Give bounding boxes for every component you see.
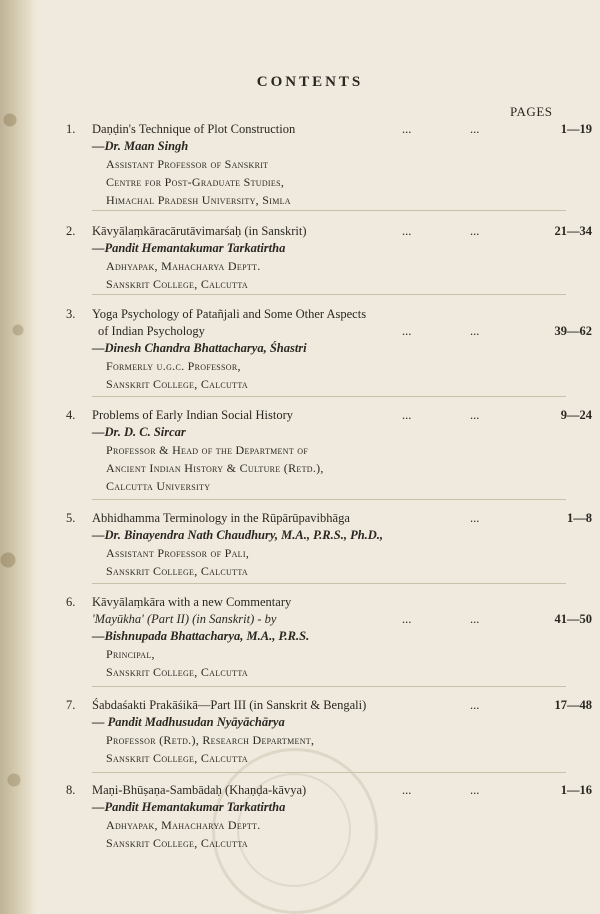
page-title: CONTENTS: [256, 74, 364, 90]
entry-pages: 9—24: [560, 408, 592, 422]
entry-author: —Bishnupada Bhattacharya, M.A., P.R.S.: [92, 629, 310, 643]
entry-author: —Pandit Hemantakumar Tarkatirtha: [92, 800, 286, 814]
entry-author: —Dinesh Chandra Bhattacharya, Śhastri: [92, 341, 307, 355]
entry-title-line: [92, 407, 592, 424]
entry-number: 3.: [66, 307, 76, 321]
entry-affiliation: Ancient Indian History & Culture (Retd.),: [106, 461, 324, 475]
entry-pages: 17—48: [554, 698, 592, 712]
contents-entry: [66, 121, 592, 209]
contents-entry: [66, 223, 592, 293]
entry-pages: 21—34: [554, 224, 592, 238]
entry-affiliation: Formerly u.g.c. Professor,: [106, 359, 241, 373]
entry-title: 'Mayūkha' (Part II) (in Sanskrit) - by: [92, 612, 277, 626]
entry-number: 5.: [66, 511, 76, 525]
entry-affiliation: Assistant Professor of Pali,: [106, 546, 250, 560]
entry-author: —Dr. Binayendra Nath Chaudhury, M.A., P.R.S., Ph.D.,: [92, 528, 384, 542]
leader-dots: ...: [470, 324, 480, 338]
entry-number: 6.: [66, 595, 76, 609]
entry-title-line: [92, 697, 592, 714]
contents-entry: [66, 782, 592, 852]
entry-affiliation: Calcutta University: [106, 479, 211, 493]
entry-affiliation: Assistant Professor of Sanskrit: [106, 157, 269, 171]
entry-author: —Pandit Hemantakumar Tarkatirtha: [92, 241, 286, 255]
contents-entry: [66, 510, 592, 580]
entry-pages: 39—62: [554, 324, 592, 338]
entry-pages: 1—8: [567, 511, 592, 525]
entry-affiliation: Adhyapak, Mahacharya Deptt.: [106, 818, 261, 832]
leader-dots: ...: [470, 122, 480, 136]
entry-title-line: [92, 510, 592, 527]
entry-title-line: [92, 594, 566, 611]
entry-title-line: [92, 306, 566, 323]
entry-author: — Pandit Madhusudan Nyāyāchārya: [92, 715, 285, 729]
entry-title: Kāvyālaṃkāra with a new Commentary: [92, 595, 292, 609]
divider: [92, 686, 566, 687]
entry-affiliation: Sanskrit College, Calcutta: [106, 277, 248, 291]
entry-affiliation: Professor (Retd.), Research Department,: [106, 733, 315, 747]
leader-dots: ...: [470, 612, 480, 626]
entry-title-line: [92, 223, 592, 240]
divider: [92, 499, 566, 500]
entry-affiliation: Sanskrit College, Calcutta: [106, 665, 248, 679]
entry-number: 8.: [66, 783, 76, 797]
pages-column-header: PAGES: [510, 104, 553, 119]
entry-pages: 41—50: [554, 612, 592, 626]
entry-title: Śabdaśakti Prakāśikā—Part III (in Sanskrit & Bengali): [92, 698, 367, 712]
contents-entry: [66, 407, 592, 495]
entry-title-line: [92, 323, 592, 340]
entry-number: 7.: [66, 698, 76, 712]
divider: [92, 210, 566, 211]
entry-affiliation: Professor & Head of the Department of: [106, 443, 309, 457]
entry-affiliation: Centre for Post-Graduate Studies,: [106, 175, 285, 189]
entry-title-line: [92, 611, 592, 628]
entry-affiliation: Principal,: [106, 647, 155, 661]
entry-title: Problems of Early Indian Social History: [92, 408, 294, 422]
entry-pages: 1—19: [560, 122, 592, 136]
entry-title: Yoga Psychology of Patañjali and Some Other Aspects: [92, 307, 367, 321]
leader-dots: ...: [470, 698, 480, 712]
leader-dots: ...: [470, 511, 480, 525]
entry-number: 1.: [66, 122, 76, 136]
leader-dots: ...: [470, 224, 480, 238]
leader-dots: ...: [470, 783, 480, 797]
leader-dots: ...: [402, 612, 412, 626]
entry-pages: 1—16: [560, 783, 592, 797]
entry-title: Abhidhamma Terminology in the Rūpārūpavibhāga: [92, 511, 350, 525]
entry-affiliation: Sanskrit College, Calcutta: [106, 751, 248, 765]
entry-affiliation: Sanskrit College, Calcutta: [106, 564, 248, 578]
entry-affiliation: Sanskrit College, Calcutta: [106, 836, 248, 850]
entry-affiliation: Adhyapak, Mahacharya Deptt.: [106, 259, 261, 273]
entry-title: Daṇḍin's Technique of Plot Construction: [92, 122, 296, 136]
entry-affiliation: Sanskrit College, Calcutta: [106, 377, 248, 391]
divider: [92, 772, 566, 773]
entry-title: Maṇi-Bhūṣaṇa-Sambādaḥ (Khaṇḍa-kāvya): [92, 783, 307, 797]
entry-title: Kāvyālaṃkāracārutāvimarśaḥ (in Sanskrit): [92, 224, 307, 238]
leader-dots: ...: [402, 408, 412, 422]
entry-author: —Dr. Maan Singh: [92, 139, 189, 153]
entry-number: 2.: [66, 224, 76, 238]
entry-author: —Dr. D. C. Sircar: [92, 425, 186, 439]
leader-dots: ...: [402, 224, 412, 238]
divider: [92, 294, 566, 295]
leader-dots: ...: [402, 783, 412, 797]
entry-affiliation: Himachal Pradesh University, Simla: [106, 193, 291, 207]
entry-title-line: [92, 121, 592, 138]
contents-entry: [66, 594, 592, 681]
entry-number: 4.: [66, 408, 76, 422]
entry-title-line: [92, 782, 592, 799]
leader-dots: ...: [402, 324, 412, 338]
divider: [92, 396, 566, 397]
entry-title: of Indian Psychology: [98, 324, 205, 338]
page-stains: [0, 0, 30, 914]
divider: [92, 583, 566, 584]
contents-entry: [66, 306, 592, 393]
leader-dots: ...: [402, 122, 412, 136]
contents-entry: [66, 697, 592, 767]
leader-dots: ...: [470, 408, 480, 422]
